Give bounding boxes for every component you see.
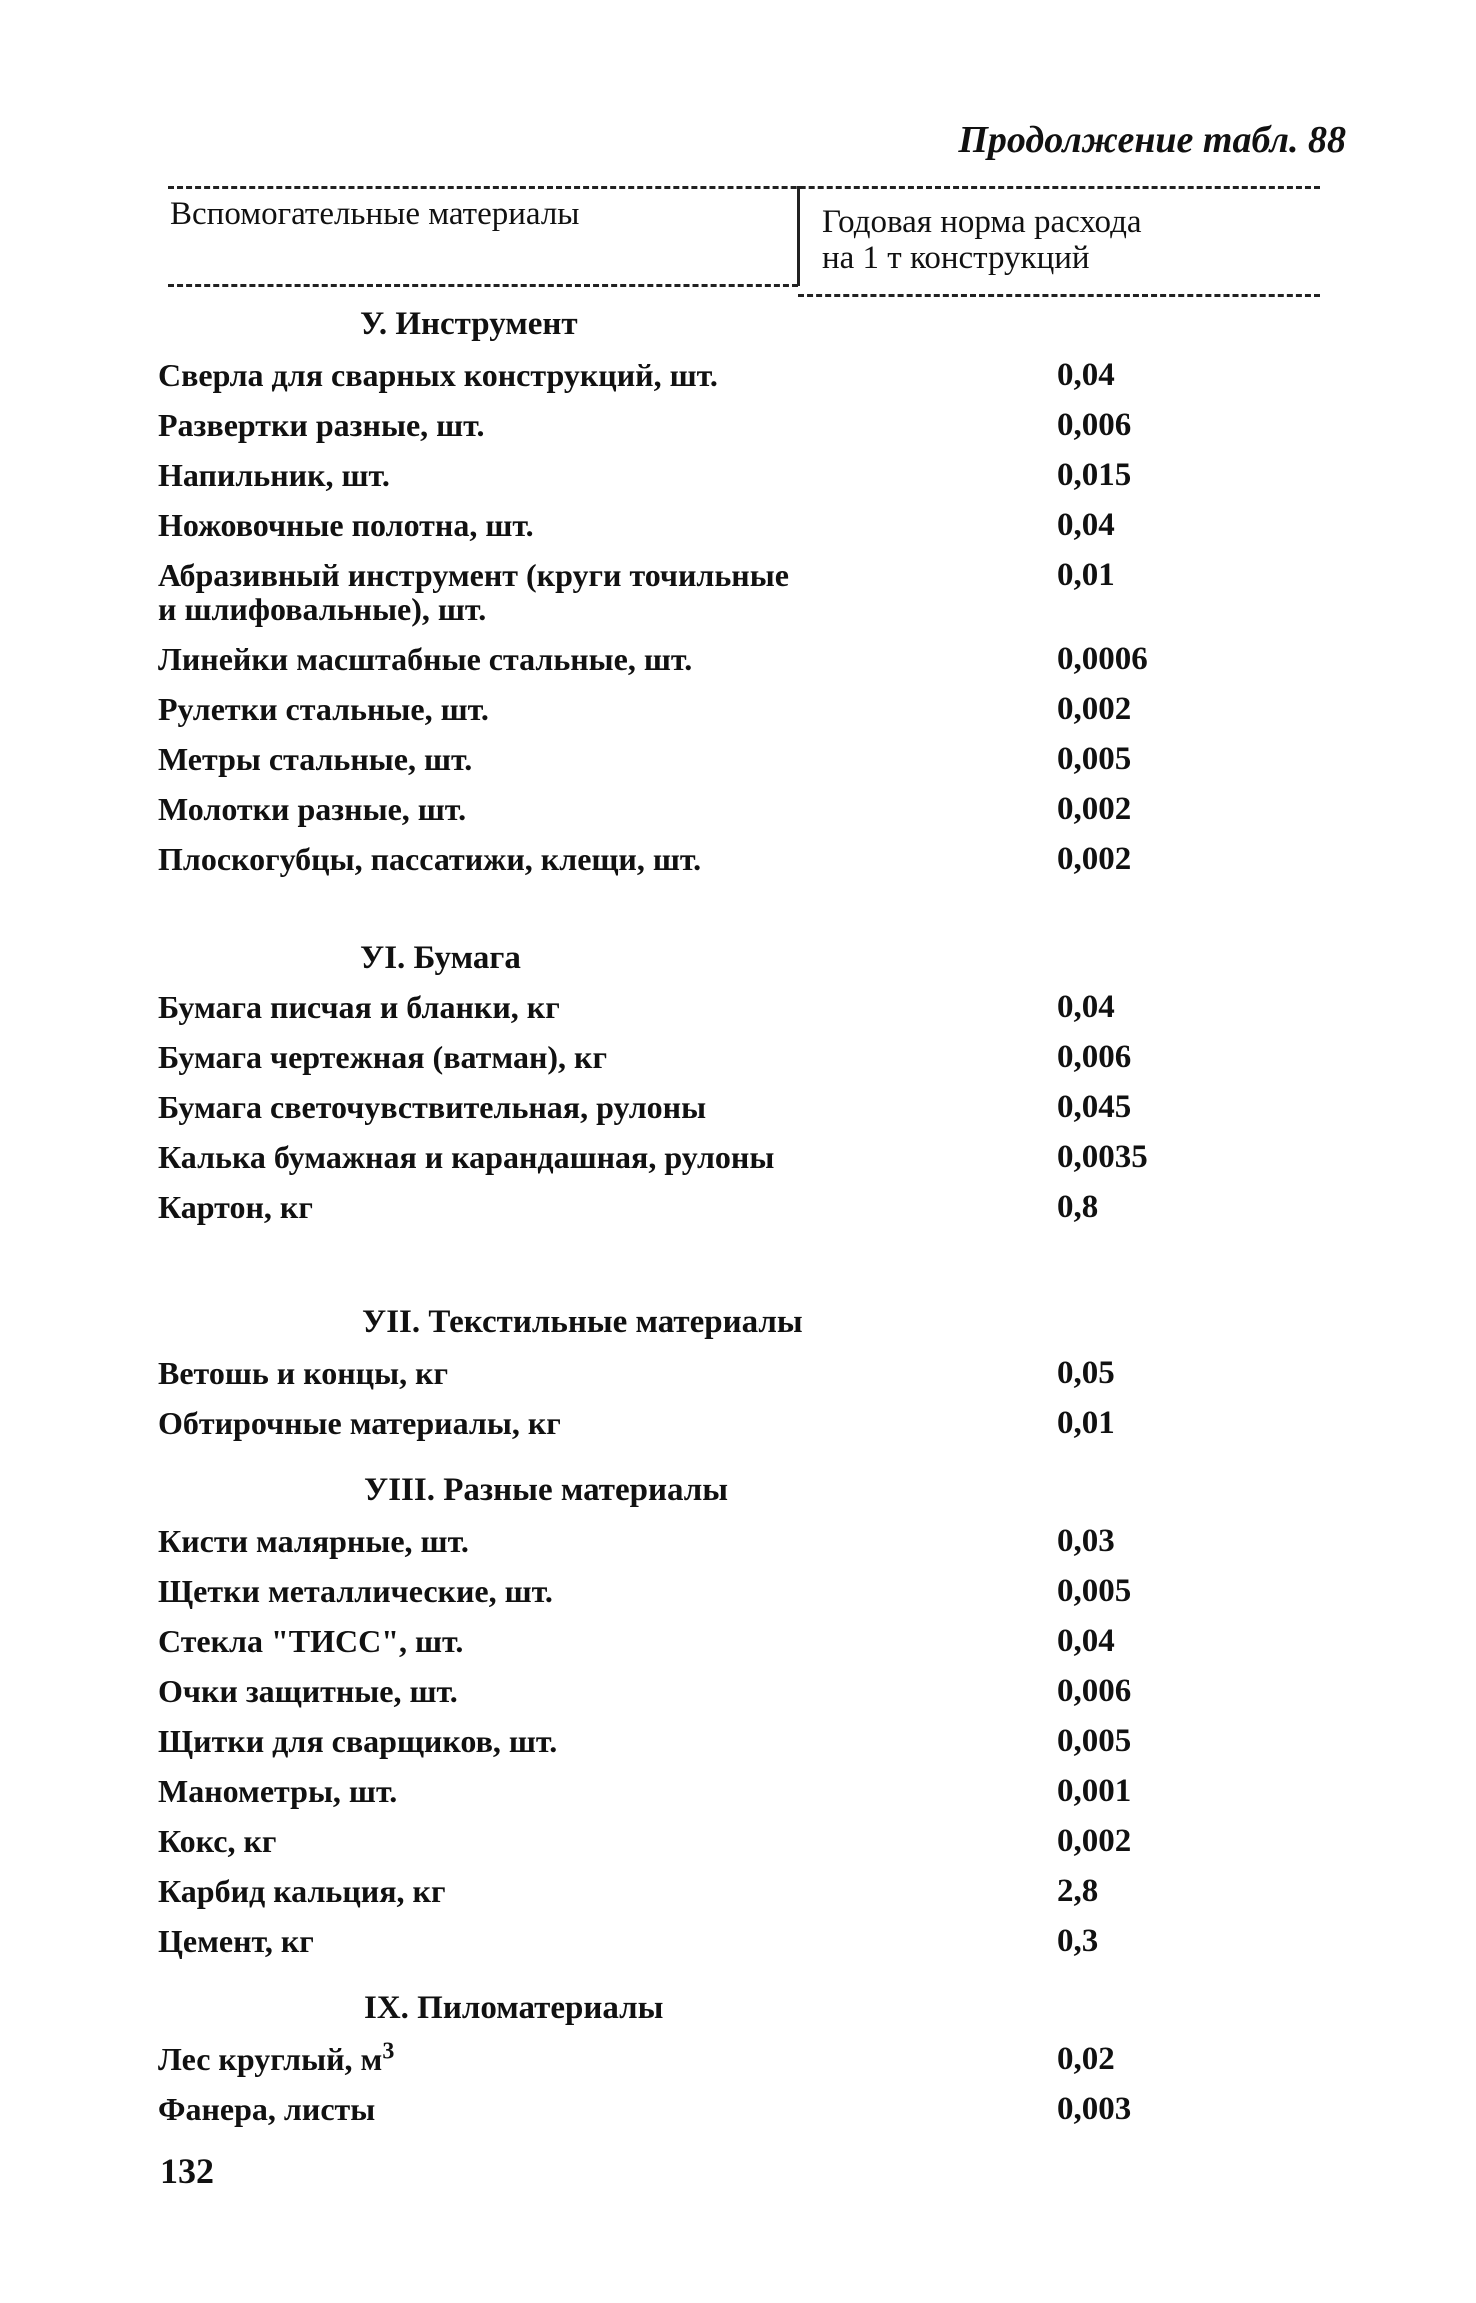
norm-value: 0,01 [1057,557,1115,593]
norm-value: 0,006 [1057,1673,1132,1709]
header-norm-line1: Годовая норма расхода [822,204,1142,240]
material-name [158,2038,395,2077]
material-name: Сверла для сварных конструкций, шт. [158,357,718,393]
material-name: Развертки разные, шт. [158,407,485,443]
material-name: Стекла "ТИСС", шт. [158,1623,464,1659]
norm-value: 0,8 [1057,1189,1099,1225]
norm-value: 0,003 [1057,2091,1132,2127]
material-name [158,558,789,626]
section-title: IX. Пиломатериалы [364,1990,664,2026]
norm-value: 0,001 [1057,1773,1132,1809]
material-name: Молотки разные, шт. [158,791,467,827]
section-title: УIII. Разные материалы [364,1472,729,1508]
material-name: Картон, кг [158,1189,313,1225]
section-title: УII. Текстильные материалы [362,1304,803,1340]
material-name: Кокс, кг [158,1823,277,1859]
norm-value: 0,01 [1057,1405,1115,1441]
section-title: У. Инструмент [360,306,578,342]
norm-value: 0,0035 [1057,1139,1148,1175]
norm-value: 0,05 [1057,1355,1115,1391]
material-name: Очки защитные, шт. [158,1673,458,1709]
continuation-label: Продолжение табл. 88 [958,119,1346,161]
header-column-divider [797,186,800,286]
norm-value: 0,045 [1057,1089,1132,1125]
header-bottom-rule-left [168,284,798,287]
norm-value: 0,005 [1057,741,1132,777]
material-name: Метры стальные, шт. [158,741,473,777]
header-norm-column [822,204,1142,276]
norm-value: 0,04 [1057,357,1115,393]
material-name: Щетки металлические, шт. [158,1573,553,1609]
header-norm-line2: на 1 т конструкций [822,240,1090,276]
norm-value: 0,04 [1057,989,1115,1025]
norm-value: 0,002 [1057,1823,1132,1859]
norm-value: 0,04 [1057,1623,1115,1659]
material-name: Калька бумажная и карандашная, рулоны [158,1139,775,1175]
material-name: Манометры, шт. [158,1773,398,1809]
norm-value: 0,03 [1057,1523,1115,1559]
norm-value: 0,3 [1057,1923,1099,1959]
material-name: Линейки масштабные стальные, шт. [158,641,693,677]
material-name: Рулетки стальные, шт. [158,691,489,727]
material-name: Цемент, кг [158,1923,314,1959]
material-name: Фанера, листы [158,2091,376,2127]
norm-value: 0,005 [1057,1723,1132,1759]
norm-value: 0,006 [1057,1039,1132,1075]
norm-value: 0,002 [1057,791,1132,827]
material-name-text: Лес круглый, м [158,2041,383,2077]
norm-value: 0,005 [1057,1573,1132,1609]
material-name: Карбид кальция, кг [158,1873,446,1909]
norm-value: 0,002 [1057,691,1132,727]
section-title: УI. Бумага [360,940,521,976]
material-name: Обтирочные материалы, кг [158,1405,561,1441]
norm-value: 0,02 [1057,2041,1115,2077]
page-number: 132 [160,2151,214,2191]
material-name: Ножовочные полотна, шт. [158,507,534,543]
norm-value: 0,04 [1057,507,1115,543]
header-bottom-rule-right [798,294,1320,297]
material-name: Кисти малярные, шт. [158,1523,469,1559]
material-name: Бумага чертежная (ватман), кг [158,1039,608,1075]
norm-value: 0,002 [1057,841,1132,877]
material-name: Плоскогубцы, пассатижи, клещи, шт. [158,841,702,877]
material-name-line2: и шлифовальные), шт. [158,591,487,627]
material-name: Бумага писчая и бланки, кг [158,989,560,1025]
material-name-line1: Абразивный инструмент (круги точильные [158,557,789,593]
material-name: Ветошь и концы, кг [158,1355,449,1391]
material-name: Бумага светочувствительная, рулоны [158,1089,707,1125]
unit-superscript: 3 [382,2038,395,2065]
material-name: Напильник, шт. [158,457,390,493]
norm-value: 0,0006 [1057,641,1148,677]
norm-value: 0,015 [1057,457,1132,493]
norm-value: 2,8 [1057,1873,1099,1909]
header-top-rule [168,186,1320,189]
norm-value: 0,006 [1057,407,1132,443]
header-materials-column: Вспомогательные материалы [170,196,580,232]
material-name: Щитки для сварщиков, шт. [158,1723,558,1759]
